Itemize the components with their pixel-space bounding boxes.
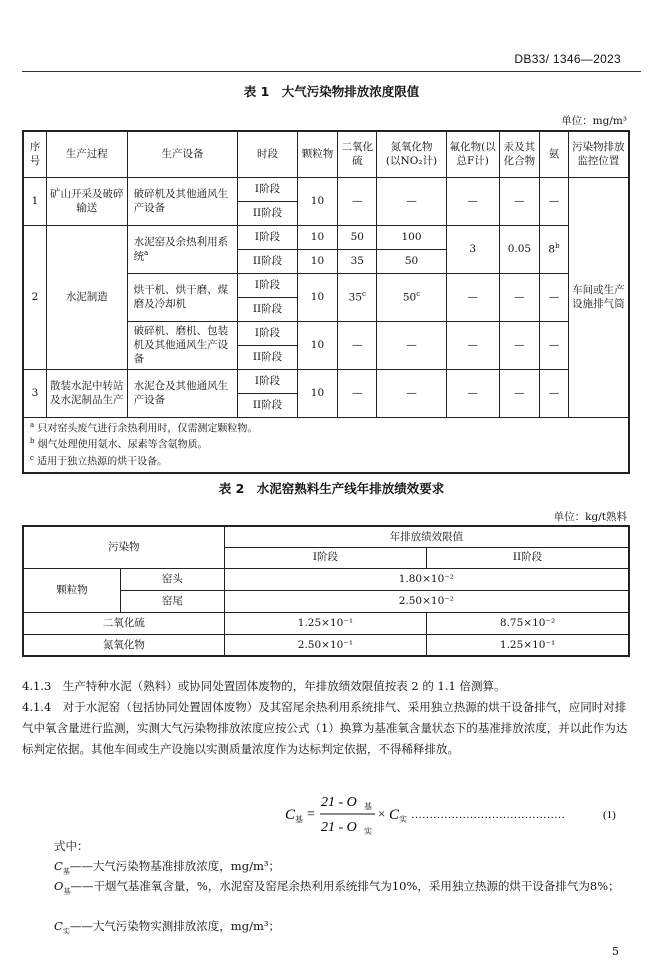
document-code: DB33/ 1346—2023 [514,52,621,66]
note-text: 烟气处理使用氨水、尿素等含氨物质。 [37,439,208,451]
note-mark: b [555,241,560,250]
row2c-equipment: 破碎机、磨机、包装机及其他通风生产设备 [127,321,238,369]
note-mark: c [362,289,366,298]
note-b [30,436,622,453]
row2b-fluoride: — [446,273,499,321]
row2b-pm: 10 [297,273,337,321]
t2-header-p2: II阶段 [427,547,629,568]
note-text: 适用于独立热源的烘干设备。 [37,456,168,468]
formula-lhs-sub: 基 [295,815,303,824]
t2-kiln-head-value: 1.80×10⁻² [224,568,629,590]
row2-seq: 2 [23,225,46,369]
row2a-fluoride: 3 [446,225,499,273]
header-so2: 二氧化硫 [338,131,377,177]
row2c-fluoride: — [446,321,499,369]
t2-nox-p1: 2.50×10⁻¹ [224,634,426,656]
row2a-period1: I阶段 [238,225,298,249]
t2-so2-p1: 1.25×10⁻¹ [224,612,426,634]
table1-notes [23,417,629,473]
row2a-equipment-text: 水泥窑及余热利用系统 [133,235,229,263]
table2-caption: 表 2 水泥窑熟料生产线年排放绩效要求 [218,481,445,496]
table-row [23,177,629,201]
formula-1 [285,786,625,842]
header-pm: 颗粒物 [297,131,337,177]
table-row [23,369,629,393]
def1-text: ——大气污染物基准排放浓度，mg/m³； [69,859,280,873]
page-number: 5 [612,945,619,958]
emission-performance-table [22,525,630,657]
table1-header-row [23,131,629,177]
row3-fluoride: — [446,369,499,417]
note-a [30,420,622,437]
header-process: 生产过程 [46,131,127,177]
row3-so2: — [338,369,377,417]
row2a-so2-2: 35 [338,249,377,273]
row2a-hg: 0.05 [499,225,539,273]
row2c-nox: — [377,321,446,369]
t2-kiln-tail-value: 2.50×10⁻² [224,590,629,612]
formula-denominator: 21 - O [321,820,357,835]
row3-process: 散装水泥中转站及水泥制品生产 [46,369,127,417]
sub-base: 基 [63,887,71,896]
formula-equals: = [307,807,315,822]
note-c [30,453,622,470]
row1-process: 矿山开采及破碎输送 [46,177,127,225]
table-row [23,612,629,634]
row3-seq: 3 [23,369,46,417]
def3-text: ——大气污染物实测排放浓度，mg/m³； [69,919,280,933]
row2a-so2-1: 50 [338,225,377,249]
t2-header-p1: I阶段 [224,547,426,568]
note-mark: a [144,248,149,257]
row1-fluoride: — [446,177,499,225]
row2b-hg: — [499,273,539,321]
note-text: 只对窑头废气进行余热利用时，仅需测定颗粒物。 [37,422,258,434]
header-nox-sub: (以NO₂计) [385,155,438,168]
symbol-c: C [54,919,63,933]
formula-rhs: C [389,807,400,823]
row2c-period1: I阶段 [238,321,298,345]
row2b-equipment: 烘干机、烘干磨、煤磨及冷却机 [127,273,238,321]
row2a-period2: II阶段 [238,249,298,273]
header-fluoride: 氟化物(以总F计) [446,131,499,177]
table-row [23,568,629,590]
row3-nox: — [377,369,446,417]
def2-text: ——干烟气基准氧含量，%，水泥窑及窑尾余热利用系统排气为10%，采用独立热源的烘干设备排气为8%； [70,879,620,893]
row2a-pm2: 10 [297,249,337,273]
row1-period2: II阶段 [238,201,298,225]
row2b-so2 [338,273,377,321]
row3-period2: II阶段 [238,393,298,417]
row1-nh3: — [540,177,569,225]
t2-nox: 氮氧化物 [23,634,224,656]
note-mark: b [30,437,35,446]
row2b-period2: II阶段 [238,297,298,321]
row2b-nox [377,273,446,321]
row2c-pm: 10 [297,321,337,369]
table2-header-row [23,526,629,547]
formula-lhs: C [285,807,296,823]
table-row [23,634,629,656]
emission-limit-table [22,130,630,474]
header-nh3: 氨 [540,131,569,177]
row2a-nox-2: 50 [377,249,446,273]
note-mark: a [30,420,35,429]
header-equipment: 生产设备 [127,131,238,177]
row2b-so2-value: 35 [348,291,363,304]
row2a-equipment [127,225,238,273]
header-nox [377,131,446,177]
formula-leader: …………………………………… [411,809,565,821]
header-hg: 汞及其化合物 [499,131,539,177]
row1-pm: 10 [297,177,337,225]
row2c-nh3: — [540,321,569,369]
header-rule [22,71,641,72]
t2-so2-p2: 8.75×10⁻² [427,612,629,634]
sub-base: 基 [62,867,70,876]
row1-hg: — [499,177,539,225]
t2-header-limit: 年排放绩效限值 [224,526,629,547]
row2b-nox-value: 50 [402,291,417,304]
row2a-nh3-value: 8 [548,243,556,256]
row2a-nh3 [540,225,569,273]
row2a-pm1: 10 [297,225,337,249]
definition-o-base [54,876,629,901]
formula-number: (1) [603,809,616,821]
t2-pm: 颗粒物 [23,568,121,612]
row2b-period1: I阶段 [238,273,298,297]
note-mark: c [416,289,421,298]
row3-period1: I阶段 [238,369,298,393]
t2-nox-p2: 1.25×10⁻¹ [427,634,629,656]
clause-4-1-3: 4.1.3 生产特种水泥（熟料）或协同处置固体废物的，年排放绩效限值按表 2 的 1.1 倍测算。 [22,679,506,693]
header-nox-label: 氮氧化物 [390,141,433,154]
t2-so2: 二氧化硫 [23,612,224,634]
row2c-so2: — [338,321,377,369]
row3-nh3: — [540,369,569,417]
table1-notes-row [23,417,629,473]
row3-equipment: 水泥仓及其他通风生产设备 [127,369,238,417]
table2-unit: 单位：kg/t熟料 [553,511,627,523]
row3-pm: 10 [297,369,337,417]
definition-c-meas [54,916,629,941]
table1-caption: 表 1 大气污染物排放浓度限值 [243,84,420,99]
note-mark: c [30,454,34,463]
row2b-nh3: — [540,273,569,321]
row2c-hg: — [499,321,539,369]
formula-den-sub: 实 [364,827,372,836]
formula-times: × [378,806,386,821]
row1-so2: — [338,177,377,225]
header-seq: 序号 [23,131,46,177]
table1-unit: 单位：mg/m³ [561,115,627,127]
clause-4-1-4: 4.1.4 对于水泥窑（包括协同处置固体废物）及其窑尾余热利用系统排气、采用独立热源的烘干设备排气，应同时对排气中氧含量进行监测，实测大气污染物排放浓度应按公式（1）换算为基准氧含量状态下的基准排放浓度，并以此作为达标判定依据。其他车间或生产设施以实测质量浓度作为达标判定依据，不得稀释排放。 [22,700,628,756]
header-location: 污染物排放监控位置 [568,131,629,177]
sub-meas: 实 [62,927,70,936]
row2-process: 水泥制造 [46,225,127,369]
where-label: 式中： [54,839,89,853]
t2-header-pollutant: 污染物 [23,526,224,568]
formula-num-sub: 基 [364,802,372,811]
symbol-o: O [54,879,64,893]
row2a-nox-1: 100 [377,225,446,249]
row3-hg: — [499,369,539,417]
row1-nox: — [377,177,446,225]
t2-kiln-tail: 窑尾 [121,590,225,612]
t2-kiln-head: 窑头 [121,568,225,590]
row1-seq: 1 [23,177,46,225]
row1-period1: I阶段 [238,177,298,201]
table-row [23,225,629,249]
row1-equipment: 破碎机及其他通风生产设备 [127,177,238,225]
symbol-c: C [54,859,63,873]
header-period: 时段 [238,131,298,177]
formula-rhs-sub: 实 [399,815,407,824]
location-cell: 车间或生产设施排气筒 [568,177,629,417]
row2c-period2: II阶段 [238,345,298,369]
formula-numerator: 21 - O [321,795,357,810]
